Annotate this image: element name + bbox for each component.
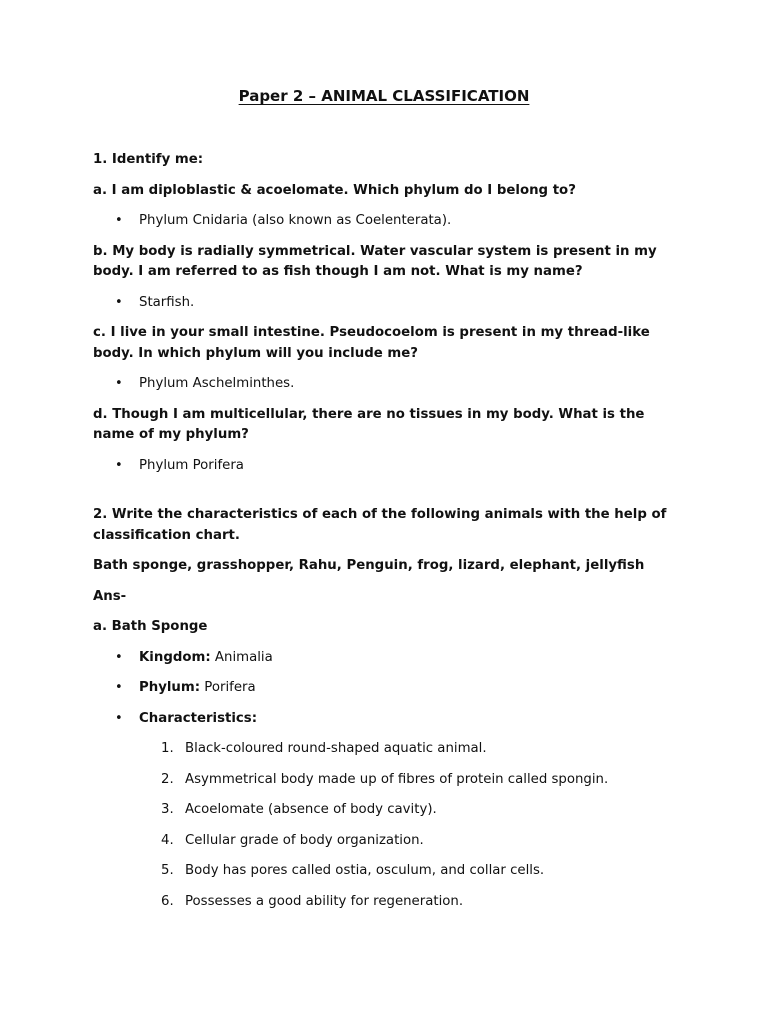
question-2-animal-list: Bath sponge, grasshopper, Rahu, Penguin, frog, lizard, elephant, jellyfish: [93, 558, 645, 573]
answer-label: Ans-: [93, 588, 127, 604]
answer-1b: [93, 293, 673, 314]
answer-1d-text: Phylum Porifera: [139, 457, 244, 473]
characteristics-list: [93, 739, 673, 912]
question-1d: d. Though I am multicellular, there are no tissues in my body. What is the name of my phylum?: [93, 406, 645, 442]
kingdom-value: Animalia: [210, 649, 273, 665]
bullet-icon: •: [115, 376, 123, 391]
question-1b: b. My body is radially symmetrical. Water vascular system is present in my body. I am referred to as fish though I am not. What is my name?: [93, 243, 657, 279]
answer-1c-text: Phylum Aschelminthes.: [139, 376, 295, 391]
document-body: [93, 150, 673, 922]
bullet-icon: •: [115, 457, 123, 473]
answer-1c: [93, 374, 673, 395]
phylum-label: Phylum:: [139, 680, 201, 695]
question-1a: a. I am diploblastic & acoelomate. Which phylum do I belong to?: [93, 182, 576, 198]
bullet-icon: •: [115, 710, 123, 726]
bullet-icon: •: [115, 649, 123, 665]
bullet-icon: •: [115, 294, 123, 310]
list-item: 2. Asymmetrical body made up of fibres of protein called spongin.: [161, 771, 609, 787]
section-bath-sponge-title: a. Bath Sponge: [93, 619, 208, 634]
answer-1d: [93, 456, 673, 477]
answer-1a-text: Phylum Cnidaria (also known as Coelenterata).: [139, 213, 452, 228]
kingdom-label: Kingdom:: [139, 649, 211, 665]
list-item: 6. Possesses a good ability for regeneration.: [161, 893, 464, 909]
characteristics-label: Characteristics:: [139, 710, 258, 726]
question-1c: c. I live in your small intestine. Pseudocoelom is present in my thread-like body. In which phylum will you include me?: [93, 325, 650, 361]
phylum-value: Porifera: [200, 680, 256, 695]
characteristics-row: [93, 709, 673, 730]
kingdom-row: [93, 648, 673, 669]
list-item: 4. Cellular grade of body organization.: [161, 832, 424, 848]
question-1-heading: 1. Identify me:: [93, 152, 204, 167]
answer-1b-text: Starfish.: [139, 294, 195, 310]
page-title: Paper 2 – ANIMAL CLASSIFICATION: [238, 87, 530, 105]
question-2-heading: 2. Write the characteristics of each of the following animals with the help of classification chart.: [93, 507, 667, 543]
phylum-row: [93, 678, 673, 699]
answer-1a: [93, 211, 673, 232]
bullet-icon: •: [115, 213, 123, 228]
bullet-icon: •: [115, 680, 123, 695]
list-item: 1. Black-coloured round-shaped aquatic animal.: [161, 741, 487, 756]
list-item: 5. Body has pores called ostia, osculum, and collar cells.: [161, 863, 545, 878]
list-item: 3. Acoelomate (absence of body cavity).: [161, 802, 437, 817]
